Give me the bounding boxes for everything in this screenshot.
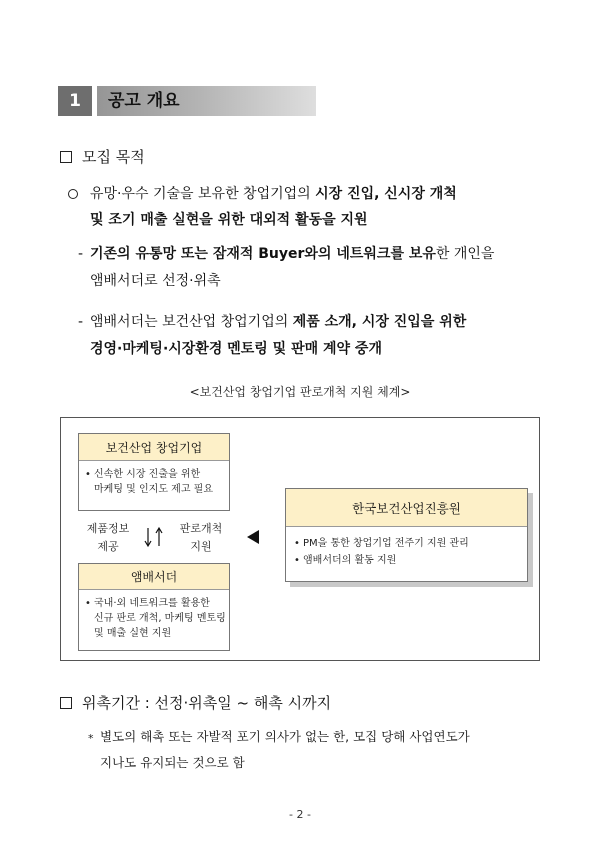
startup-desc-line2: 마케팅 및 인지도 제고 필요 (94, 484, 213, 495)
section-number: 1 (58, 86, 92, 116)
bullet-icon: • (85, 598, 91, 609)
khidi-desc-line2: 앰배서더의 활동 지원 (303, 555, 397, 566)
bullet-icon: • (294, 538, 300, 549)
diagram-caption: <보건산업 창업기업 판로개척 지원 체계> (189, 385, 411, 399)
purpose-heading: 모집 목적 (82, 148, 145, 166)
khidi-desc-row2 (294, 552, 527, 569)
bullet-icon: • (294, 555, 300, 566)
purpose-sub1-line2: 앰배서더로 선정·위촉 (90, 273, 221, 289)
purpose-sub1-line1 (90, 243, 550, 265)
exchange-arrows-icon (139, 526, 169, 548)
pointer-arrow-icon (247, 530, 259, 544)
khidi-desc-line1: PM을 통한 창업기업 전주기 지원 관리 (303, 538, 469, 549)
right-label-line1: 판로개척 (179, 522, 223, 535)
right-label-line2: 지원 (190, 540, 212, 553)
circle-bullet-icon (68, 189, 78, 199)
dash-bullet: - (78, 314, 84, 330)
ambassador-desc (85, 596, 229, 611)
bullet-icon: • (85, 469, 91, 480)
startup-box (78, 433, 230, 511)
dash-bullet: - (78, 246, 84, 262)
startup-desc-line1: 신속한 시장 진출을 위한 (94, 469, 201, 480)
ambassador-box (78, 563, 230, 651)
ambassador-box-body (79, 590, 229, 641)
khidi-box-title: 한국보건산업진흥원 (286, 489, 527, 527)
square-bullet-icon (60, 697, 72, 709)
startup-box-body (79, 461, 229, 497)
term-heading: 위촉기간 : 선정·위촉일 ~ 해촉 시까지 (82, 694, 332, 712)
startup-desc (85, 467, 229, 482)
purpose-main-line1-text: 유망·우수 기술을 보유한 창업기업의 (90, 186, 316, 202)
square-bullet-icon (60, 151, 72, 163)
ambassador-box-title: 앰배서더 (79, 564, 229, 590)
purpose-main-line2: 및 조기 매출 실현을 위한 대외적 활동을 지원 (90, 212, 368, 228)
khidi-box-body (286, 527, 527, 569)
left-label-line2: 제공 (97, 540, 119, 553)
left-label (80, 520, 136, 556)
ambassador-desc-line2: 신규 판로 개척, 마케팅 멘토링 (94, 613, 226, 624)
term-note-line1: 별도의 해촉 또는 자발적 포기 의사가 없는 한, 모집 당해 사업연도가 (100, 729, 470, 744)
section-title: 공고 개요 (108, 91, 180, 111)
purpose-sub1-emphasis: 기존의 유통망 또는 잠재적 Buyer와의 네트워크를 보유 (90, 246, 436, 262)
purpose-main-line1 (90, 183, 550, 205)
right-label (172, 520, 230, 556)
purpose-sub2-line2: 경영·마케팅·시장환경 멘토링 및 판매 계약 중개 (90, 341, 382, 357)
purpose-sub2-emphasis: 제품 소개, 시장 진입을 위한 (292, 314, 467, 330)
khidi-box (285, 488, 528, 582)
purpose-sub1-text: 한 개인을 (435, 246, 495, 262)
purpose-sub2-line1 (90, 311, 550, 333)
purpose-sub2-text: 앰배서더는 보건산업 창업기업의 (90, 314, 293, 330)
purpose-main-line1-emphasis: 시장 진입, 신시장 개척 (315, 186, 457, 202)
term-note-line2: 지나도 유지되는 것으로 함 (100, 755, 245, 770)
section-divider (92, 86, 97, 116)
up-down-arrows (139, 526, 169, 548)
khidi-desc-row1 (294, 535, 527, 552)
page-number: - 2 - (289, 808, 311, 821)
note-marker: * (88, 732, 94, 745)
ambassador-desc-line1: 국내·외 네트워크를 활용한 (94, 598, 210, 609)
ambassador-desc-line3: 및 매출 실현 지원 (94, 628, 172, 639)
left-label-line1: 제품정보 (86, 522, 130, 535)
startup-box-title: 보건산업 창업기업 (79, 434, 229, 461)
